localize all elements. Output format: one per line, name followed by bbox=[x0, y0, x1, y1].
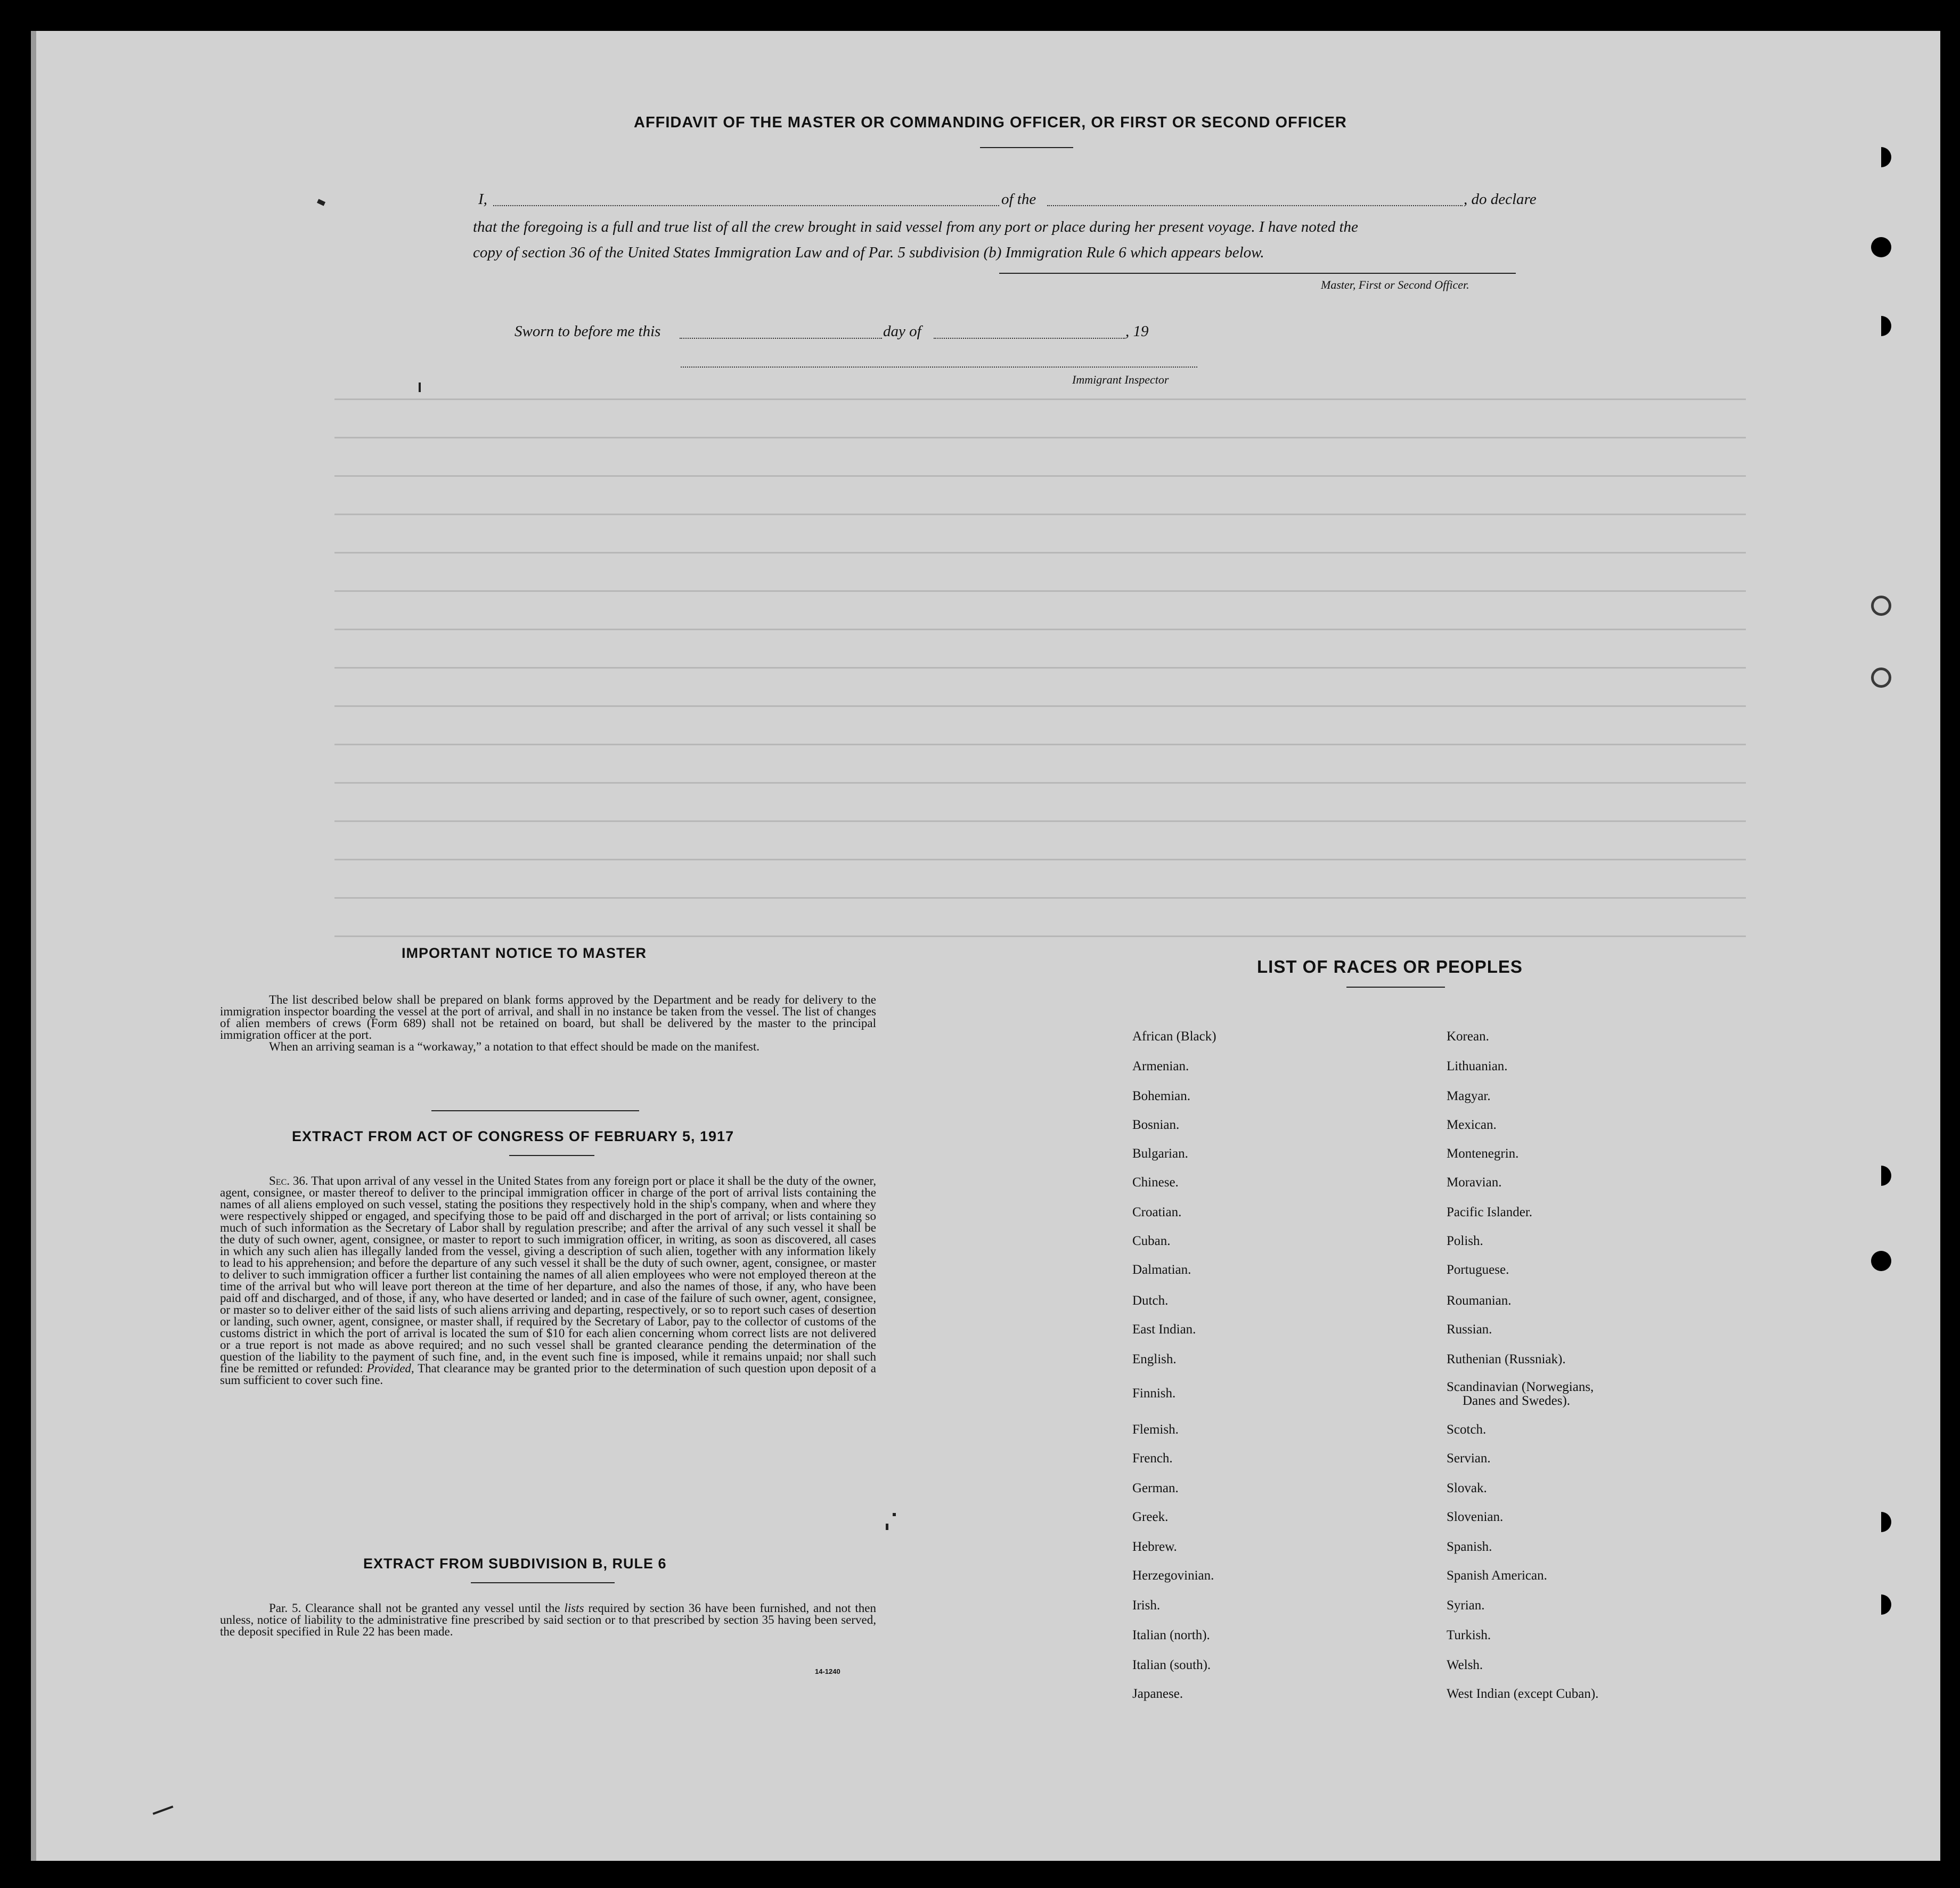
title-underline bbox=[980, 147, 1073, 148]
race-item: Scotch. bbox=[1447, 1422, 1487, 1437]
declarant-name-field[interactable] bbox=[493, 205, 999, 206]
race-item: Dalmatian. bbox=[1132, 1263, 1191, 1277]
races-title-underline bbox=[1346, 987, 1445, 988]
declare-suffix: , do declare bbox=[1464, 191, 1537, 208]
race-item: Irish. bbox=[1132, 1598, 1161, 1613]
race-item: Hebrew. bbox=[1132, 1540, 1177, 1554]
par-5-before: Par. 5. Clearance shall not be granted any vessel until the bbox=[269, 1601, 560, 1615]
race-item: Bulgarian. bbox=[1132, 1146, 1188, 1161]
race-item: German. bbox=[1132, 1481, 1179, 1495]
race-item: Lithuanian. bbox=[1447, 1059, 1508, 1073]
bleed-through-line bbox=[334, 590, 1746, 592]
bleed-through-line bbox=[334, 859, 1746, 860]
proviso-label: Provided, bbox=[366, 1362, 414, 1375]
act-text bbox=[220, 1175, 876, 1386]
bleed-through-line bbox=[334, 437, 1746, 438]
bleed-through-line bbox=[334, 552, 1746, 554]
vessel-name-field[interactable] bbox=[1047, 205, 1463, 206]
race-item: Cuban. bbox=[1132, 1234, 1171, 1248]
binder-hole-icon bbox=[1871, 596, 1891, 616]
race-item: Mexican. bbox=[1447, 1118, 1497, 1132]
bleed-through-line bbox=[334, 514, 1746, 515]
bleed-through-line bbox=[334, 935, 1746, 937]
race-item: Russian. bbox=[1447, 1322, 1492, 1337]
race-item: African (Black) bbox=[1132, 1029, 1216, 1044]
race-item: Welsh. bbox=[1447, 1658, 1483, 1672]
race-item: Dutch. bbox=[1132, 1293, 1169, 1308]
binder-hole-icon bbox=[1871, 237, 1891, 257]
race-item: Roumanian. bbox=[1447, 1293, 1512, 1308]
sworn-day-label: day of bbox=[883, 323, 921, 340]
binder-hole-icon bbox=[1871, 1251, 1891, 1271]
bleed-through-line bbox=[334, 744, 1746, 745]
binder-hole-icon bbox=[1871, 1594, 1891, 1615]
act-title: EXTRACT FROM ACT OF CONGRESS OF FEBRUARY 5, 1917 bbox=[292, 1128, 734, 1144]
race-item: Japanese. bbox=[1132, 1687, 1183, 1701]
race-item: Pacific Islander. bbox=[1447, 1205, 1533, 1219]
stray-mark bbox=[886, 1524, 888, 1530]
race-item: Italian (north). bbox=[1132, 1628, 1210, 1642]
declarant-prefix: I, bbox=[478, 191, 487, 208]
race-item: Croatian. bbox=[1132, 1205, 1182, 1219]
bleed-through-line bbox=[334, 820, 1746, 822]
race-item: Spanish American. bbox=[1447, 1568, 1547, 1583]
declaration-line-3: copy of section 36 of the United States Immigration Law and of Par. 5 subdivision (b) Immigration Rule 6 which appears below. bbox=[473, 244, 1264, 261]
race-item: Ruthenian (Russniak). bbox=[1447, 1352, 1566, 1366]
race-item: Spanish. bbox=[1447, 1540, 1492, 1554]
race-item: Turkish. bbox=[1447, 1628, 1491, 1642]
race-item: Flemish. bbox=[1132, 1422, 1179, 1437]
race-item: Korean. bbox=[1447, 1029, 1489, 1044]
sworn-prefix: Sworn to before me this bbox=[514, 323, 661, 340]
race-item: Slovenian. bbox=[1447, 1510, 1504, 1524]
rule6-title: EXTRACT FROM SUBDIVISION B, RULE 6 bbox=[363, 1556, 667, 1572]
inspector-label: Immigrant Inspector bbox=[1072, 373, 1169, 386]
inspector-signature-line[interactable] bbox=[681, 367, 1197, 368]
race-item: Servian. bbox=[1447, 1451, 1491, 1466]
notice-paragraph-1: The list described below shall be prepared on blank forms approved by the Department and be ready for delivery to the immigration inspector boarding the vessel at the port of arrival, and shall in no instance be taken from the vessel. The list of changes of alien members of crews (Form 689) shall not be retained on board, but shall be delivered by the master to the principal immigration officer at the port. bbox=[220, 993, 876, 1041]
proviso-text: That clearance may be granted prior to the determination of such question upon deposit of a sum sufficient to cover such fine. bbox=[220, 1362, 876, 1387]
lists-word: lists bbox=[564, 1601, 584, 1615]
bleed-through-line bbox=[334, 629, 1746, 630]
notice-paragraph-2: When an arriving seaman is a “workaway,” a notation to that effect should be made on the manifest. bbox=[269, 1040, 760, 1053]
race-item: Polish. bbox=[1447, 1234, 1483, 1248]
race-item: Montenegrin. bbox=[1447, 1146, 1519, 1161]
race-item: Bosnian. bbox=[1132, 1118, 1180, 1132]
bleed-through-ruling bbox=[36, 31, 1940, 1861]
rule6-title-underline bbox=[471, 1582, 615, 1583]
race-item: Greek. bbox=[1132, 1510, 1169, 1524]
stray-mark bbox=[419, 383, 421, 392]
par-5-text bbox=[220, 1602, 876, 1638]
declaration-line-2: that the foregoing is a full and true list of all the crew brought in said vessel from any port or place during her present voyage. I have noted the bbox=[473, 218, 1358, 235]
race-item: Moravian. bbox=[1447, 1175, 1502, 1190]
officer-signature-label: Master, First or Second Officer. bbox=[1321, 278, 1469, 291]
bleed-through-line bbox=[334, 897, 1746, 899]
rule6-text bbox=[220, 1602, 876, 1638]
race-item: Slovak. bbox=[1447, 1481, 1487, 1495]
binder-hole-icon bbox=[1871, 668, 1891, 688]
race-item: Scandinavian (Norwegians, bbox=[1447, 1380, 1594, 1394]
section-divider bbox=[431, 1110, 639, 1111]
bleed-through-line bbox=[334, 782, 1746, 784]
bleed-through-line bbox=[334, 398, 1746, 400]
race-item: Magyar. bbox=[1447, 1089, 1491, 1103]
section-body: That upon arrival of any vessel in the United States from any foreign port or place it shall be the duty of the owner, agent, consignee, or master thereof to deliver to the principal immigration officer in charge of the port of arrival lists containing the names of all aliens employed on such vessel, stating the positions they respectively hold in the ship's company, when and where they were respectively shipped or engaged, and specifying those to be paid off and discharged in the port of arrival; or lists containing so much of such information as the Secretary of Labor shall by regulation prescribe; and after the arrival of any such vessel it shall be the duty of such owner, agent, consignee, or master to report to such immigration officer, in writing, as soon as discovered, all cases in which any such alien has illegally landed from the vessel, giving a description of such alien, together with any information likely to lead to his apprehension; and before the departure of any such vessel it shall be the duty of such owner, agent, consignee, or master to deliver to such immigration officer a further list containing the names of all alien employees who were not employed thereon at the time of the arrival but who will leave port thereon at the time of her departure, and also the names of those, if any, who have been paid off and discharged, and of those, if any, who have deserted or landed; and in case of the failure of such owner, agent, consignee, or master so to deliver either of the said lists of such aliens arriving and departing, respectively, or so to report such cases of desertion or landing, such owner, agent, consignee, or master shall, if required by the Secretary of Labor, pay to the collector of customs of the customs district in which the port of arrival is located the sum of $10 for each alien concerning whom correct lists are not delivered or a true report is not made as above required; and no such vessel shall be granted clearance pending the determination of the question of the liability to the payment of such fine, and, in the event such fine is imposed, while it remains unpaid; nor shall such fine be remitted or refunded: bbox=[220, 1174, 876, 1375]
sworn-day-field[interactable] bbox=[680, 338, 882, 339]
form-number: 14-1240 bbox=[815, 1667, 840, 1675]
sworn-month-field[interactable] bbox=[934, 338, 1125, 339]
affidavit-title: AFFIDAVIT OF THE MASTER OR COMMANDING OFFICER, OR FIRST OR SECOND OFFICER bbox=[634, 114, 1347, 131]
race-item: Bohemian. bbox=[1132, 1089, 1191, 1103]
stray-mark bbox=[893, 1513, 896, 1516]
binder-hole-icon bbox=[1871, 316, 1891, 336]
bleed-through-line bbox=[334, 667, 1746, 669]
race-item: English. bbox=[1132, 1352, 1177, 1366]
race-item: Chinese. bbox=[1132, 1175, 1179, 1190]
vessel-prefix: of the bbox=[1001, 191, 1036, 208]
binder-hole-icon bbox=[1871, 1512, 1891, 1532]
binder-hole-icon bbox=[1871, 1166, 1891, 1186]
race-item: Italian (south). bbox=[1132, 1658, 1211, 1672]
race-item: Syrian. bbox=[1447, 1598, 1485, 1613]
notice-title: IMPORTANT NOTICE TO MASTER bbox=[402, 945, 647, 961]
race-item: Finnish. bbox=[1132, 1386, 1176, 1401]
bleed-through-line bbox=[334, 705, 1746, 707]
officer-signature-line[interactable] bbox=[999, 273, 1516, 274]
race-item: Portuguese. bbox=[1447, 1263, 1509, 1277]
race-item: Danes and Swedes). bbox=[1463, 1394, 1571, 1408]
race-item: East Indian. bbox=[1132, 1322, 1196, 1337]
sworn-year-label: , 19 bbox=[1125, 323, 1149, 340]
race-item: West Indian (except Cuban). bbox=[1447, 1687, 1599, 1701]
notice-text bbox=[220, 994, 876, 1053]
act-title-underline bbox=[509, 1155, 594, 1156]
races-title: LIST OF RACES OR PEOPLES bbox=[1257, 957, 1523, 976]
binder-hole-icon bbox=[1871, 147, 1891, 167]
par-5-after: required by section 36 have been furnished, and not then unless, notice of liability to the administrative fine prescribed by said section or to that prescribed by section 35 having been served, the deposit specified in Rule 22 has been made. bbox=[220, 1601, 876, 1638]
form-sheet bbox=[31, 31, 1940, 1861]
race-item: Armenian. bbox=[1132, 1059, 1189, 1073]
section-label: Sec. 36. bbox=[269, 1174, 308, 1187]
race-item: French. bbox=[1132, 1451, 1173, 1466]
race-item: Herzegovinian. bbox=[1132, 1568, 1214, 1583]
bleed-through-line bbox=[334, 475, 1746, 477]
section-36-text bbox=[220, 1175, 876, 1386]
